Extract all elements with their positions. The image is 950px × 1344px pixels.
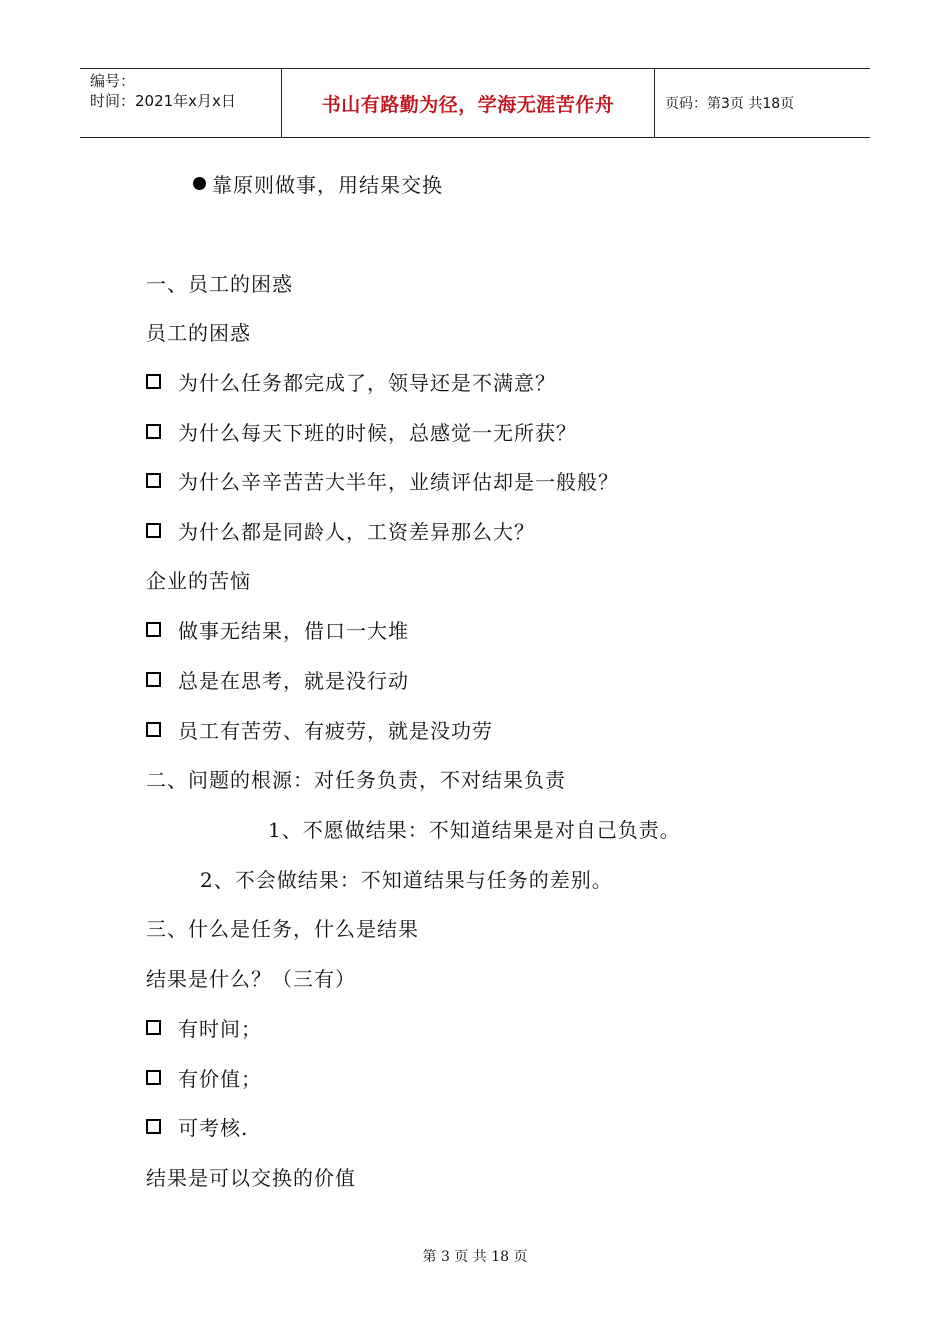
list-item bbox=[146, 718, 493, 744]
result-question: 结果是什么？（三有） bbox=[146, 967, 356, 991]
subheading-employee-confusion: 员工的困惑 bbox=[146, 321, 251, 345]
section-3-title: 三、什么是任务，什么是结果 bbox=[146, 917, 419, 941]
square-bullet-icon bbox=[146, 622, 161, 637]
result-value-statement: 结果是可以交换的价值 bbox=[146, 1166, 356, 1190]
list-item bbox=[146, 469, 619, 495]
header-meta bbox=[90, 71, 236, 111]
header-table bbox=[80, 68, 870, 138]
square-bullet-icon bbox=[146, 523, 161, 538]
bullet-dot-icon bbox=[193, 177, 206, 190]
list-item-text: 有时间； bbox=[178, 1017, 262, 1041]
list-item-text: 为什么辛辛苦苦大半年，业绩评估却是一般般？ bbox=[178, 470, 619, 494]
list-item-text: 为什么每天下班的时候，总感觉一无所获？ bbox=[178, 421, 577, 445]
list-item bbox=[146, 1016, 262, 1042]
root-cause-1: 1、不愿做结果：不知道结果是对自己负责。 bbox=[268, 818, 681, 842]
list-item bbox=[146, 370, 556, 396]
list-item bbox=[146, 420, 577, 446]
document-number-label: 编号： bbox=[90, 72, 136, 90]
list-item-text: 为什么任务都完成了，领导还是不满意？ bbox=[178, 371, 556, 395]
section-1-title: 一、员工的困惑 bbox=[146, 272, 293, 296]
header-divider bbox=[654, 69, 655, 137]
list-item bbox=[146, 1115, 248, 1141]
bullet-heading-text: 靠原则做事，用结果交换 bbox=[212, 173, 443, 197]
header-motto: 书山有路勤为径，学海无涯苦作舟 bbox=[321, 93, 615, 116]
list-item-text: 做事无结果，借口一大堆 bbox=[178, 619, 409, 643]
root-cause-2: 2、不会做结果：不知道结果与任务的差别。 bbox=[200, 868, 613, 892]
square-bullet-icon bbox=[146, 1020, 161, 1035]
list-item bbox=[146, 668, 409, 694]
square-bullet-icon bbox=[146, 1119, 161, 1134]
page-footer: 第 3 页 共 18 页 bbox=[422, 1249, 528, 1265]
list-item-text: 为什么都是同龄人，工资差异那么大？ bbox=[178, 520, 535, 544]
square-bullet-icon bbox=[146, 473, 161, 488]
list-item-text: 员工有苦劳、有疲劳，就是没功劳 bbox=[178, 719, 493, 743]
list-item-text: 总是在思考，就是没行动 bbox=[178, 669, 409, 693]
square-bullet-icon bbox=[146, 374, 161, 389]
square-bullet-icon bbox=[146, 672, 161, 687]
list-item bbox=[146, 1066, 262, 1092]
bullet-heading bbox=[193, 172, 443, 198]
section-2-title: 二、问题的根源：对任务负责，不对结果负责 bbox=[146, 768, 566, 792]
document-time: 时间：2021年x月x日 bbox=[90, 92, 236, 110]
list-item-text: 有价值； bbox=[178, 1067, 262, 1091]
square-bullet-icon bbox=[146, 722, 161, 737]
list-item-text: 可考核. bbox=[178, 1116, 249, 1140]
subheading-enterprise-trouble: 企业的苦恼 bbox=[146, 569, 251, 593]
list-item bbox=[146, 519, 535, 545]
header-page-info: 页码：第3页 共18页 bbox=[665, 96, 795, 112]
square-bullet-icon bbox=[146, 1070, 161, 1085]
list-item bbox=[146, 618, 409, 644]
square-bullet-icon bbox=[146, 424, 161, 439]
